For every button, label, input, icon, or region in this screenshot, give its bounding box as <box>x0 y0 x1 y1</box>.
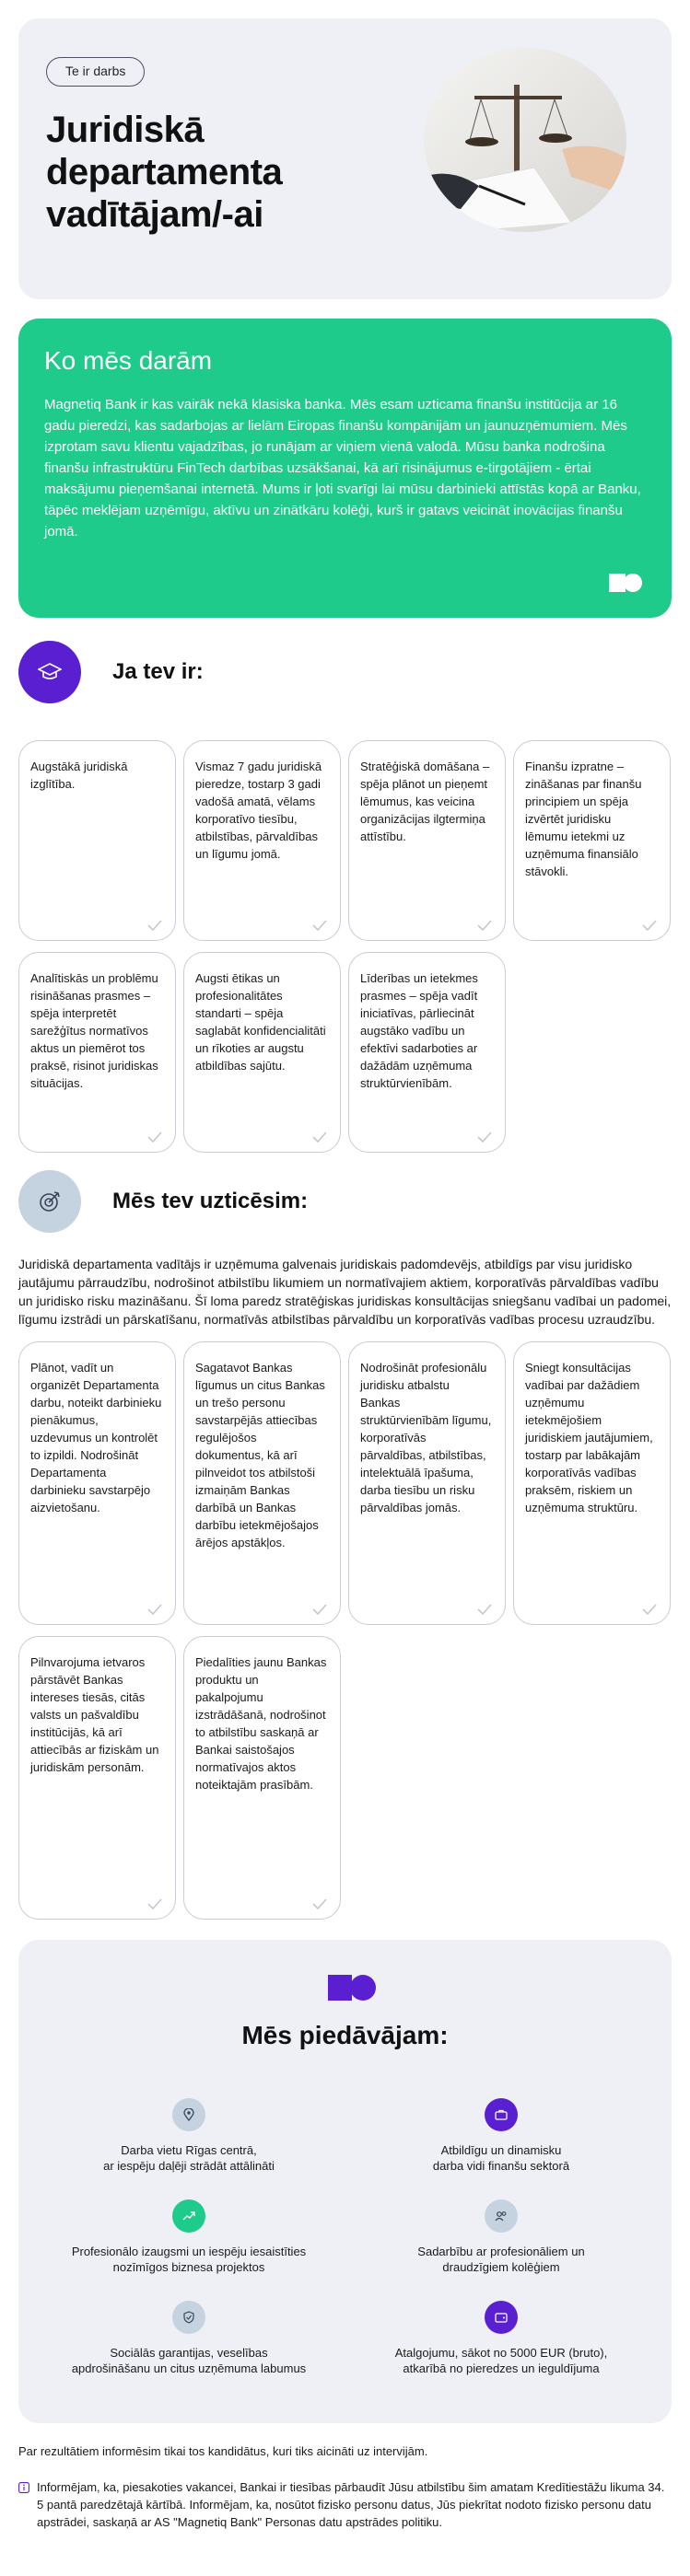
check-icon <box>642 1604 657 1615</box>
requirements-header <box>18 640 672 704</box>
duties-list <box>18 1341 672 1920</box>
requirement-card: Analītiskās un problēmu risināšanas prasmes – spēja interpretēt sarežģītus normatīvos aktus un piemērot tos praksē, risinot juridiskas situācijas. <box>18 952 176 1153</box>
requirements-list <box>18 740 672 1153</box>
privacy-note <box>18 2478 672 2531</box>
page-title: Juridiskā departamenta vadītājam/-ai <box>46 110 283 235</box>
check-icon <box>147 1131 162 1143</box>
check-icon <box>312 920 327 931</box>
job-badge: Te ir darbs <box>46 57 145 87</box>
location-pin-icon <box>172 2098 205 2131</box>
check-icon <box>147 1604 162 1615</box>
duty-card: Pilnvarojuma ietvaros pārstāvēt Bankas intereses tiesās, citās valsts un pašvaldību institūcijās, kā arī attiecībās ar fiziskām un juridiskām personām. <box>18 1636 176 1920</box>
offer-item: Sociālās garantijas, veselības apdrošināšanu un citus uzņēmuma labumus <box>37 2301 341 2376</box>
briefcase-icon <box>485 2098 518 2131</box>
check-icon <box>147 920 162 931</box>
check-icon <box>312 1604 327 1615</box>
check-icon <box>477 1604 492 1615</box>
requirement-card: Augstākā juridiskā izglītība. <box>18 740 176 941</box>
requirement-card: Līderības un ietekmes prasmes – spēja vadīt iniciatīvas, pārliecināt augstāko vadību un efektīvi sadarboties ar dažādām uzņēmuma struktūrvienībām. <box>348 952 506 1153</box>
requirement-card: Augsti ētikas un profesionalitātes standarti – spēja saglabāt konfidencialitāti un rīkoties ar augstu atbildības sajūtu. <box>183 952 341 1153</box>
about-title: Ko mēs darām <box>44 346 213 375</box>
requirement-card: Finanšu izpratne – zināšanas par finanšu principiem un spēja izvērtēt juridisku lēmumu ietekmi uz uzņēmuma finansiālo stāvokli. <box>513 740 671 941</box>
check-icon <box>477 1131 492 1143</box>
duty-card: Sniegt konsultācijas vadībai par dažādiem uzņēmumu ietekmējošiem juridiskiem jautājumiem, tostarp par labākajām korporatīvās vadības praksēm, riskiem un uzņēmuma struktūru. <box>513 1341 671 1625</box>
growth-arrow-icon <box>172 2199 205 2233</box>
check-icon <box>477 920 492 931</box>
magnetiq-logo <box>328 1975 376 2001</box>
offer-item: Profesionālo izaugsmi un iespēju iesaistīties nozīmīgos biznesa projektos <box>37 2199 341 2275</box>
offer-item: Darba vietu Rīgas centrā, ar iespēju daļēji strādāt attālināti <box>37 2098 341 2174</box>
privacy-text: Informējam, ka, piesakoties vakancei, Bankai ir tiesības pārbaudīt Jūsu atbilstību šim amatam Kredītiestāžu likuma 34. 5 pantā paredzētajā kārtībā. Informējam, ka, nosūtot fizisko personu datus, Jūs piekrītat nodoto fizisko personu datu apstrādei, saskaņā ar AS "Magnetiq Bank" Personas datu apstrādes politiku. <box>37 2480 665 2529</box>
hero-image <box>424 48 626 232</box>
requirement-card: Stratēģiskā domāšana – spēja plānot un pieņemt lēmumus, kas veicina organizācijas ilgtermiņa attīstību. <box>348 740 506 941</box>
offer-section <box>18 1940 672 2423</box>
hero-section <box>18 18 672 299</box>
about-text: Magnetiq Bank ir kas vairāk nekā klasiska banka. Mēs esam uzticama finanšu institūcija ar 16 gadu pieredzi, kas sadarbojas ar lielām Eiropas finanšu kompānijām un jaunuzņēmumiem. Mēs izprotam savu klientu vajadzības, jo runājam ar viņiem vienā valodā. Mūsu banka nodrošina finanšu infrastruktūru FinTech darbības uzsākšanai, kā arī risinājumus e-tirgotājiem - ērtai maksājumu pieņemšanai internetā. Mums ir ļoti svarīgi lai mūsu darbinieki attīstās kopā ar Banku, tāpēc meklējam uzņēmīgu, aktīvu un zinātkāru kolēģi, kurš ir gatavs veicināt inovācijas finanšu jomā. <box>44 397 641 540</box>
graduation-cap-icon <box>18 641 81 703</box>
duties-title: Mēs tev uzticēsim: <box>112 1189 309 1213</box>
duties-intro: Juridiskā departamenta vadītājs ir uzņēmuma galvenais juridiskais padomdevējs, atbildīgs par visu juridisko jautājumu pārraudzību, nodrošinot atbilstību likumiem un normatīvajiem aktiem, korporatīvās pārvaldības vadību un juridisko risku mazināšanu. Šī loma paredz stratēģiskas juridiskas konsultācijas sniegšanu vadībai un padomei, līgumu izstrādi un pārskatīšanu, normatīvās atbilstības pārvaldību un korporatīvās vadības procesu uzraudzību. <box>18 1257 672 1327</box>
wallet-icon <box>485 2301 518 2334</box>
check-icon <box>642 920 657 931</box>
duty-card: Plānot, vadīt un organizēt Departamenta darbu, noteikt darbinieku pienākumus, uzdevumus un kontrolēt to izpildi. Nodrošināt Departamenta darbinieku savstarpējo aizvietošanu. <box>18 1341 176 1625</box>
offer-item: Atbildīgu un dinamisku darba vidi finanšu sektorā <box>349 2098 653 2174</box>
offer-title: Mēs piedāvājam: <box>241 2021 449 2049</box>
check-icon <box>312 1131 327 1143</box>
requirement-card: Vismaz 7 gadu juridiskā pieredze, tostarp 3 gadi vadošā amatā, vēlams korporatīvo tiesību, atbilstības, pārvaldības un līgumu jomā. <box>183 740 341 941</box>
shield-icon <box>172 2301 205 2334</box>
results-note: Par rezultātiem informēsim tikai tos kandidātus, kuri tiks aicināti uz intervijām. <box>18 2444 428 2458</box>
check-icon <box>147 1898 162 1909</box>
offer-item: Atalgojumu, sākot no 5000 EUR (bruto), atkarībā no pieredzes un ieguldījuma <box>349 2301 653 2376</box>
duty-card: Nodrošināt profesionālu juridisku atbalstu Bankas struktūrvienībām līgumu, korporatīvās pārvaldības, atbilstības, intelektuālā īpašuma, darba tiesību un risku pārvaldības jomās. <box>348 1341 506 1625</box>
target-icon <box>18 1170 81 1233</box>
magnetiq-logo <box>609 574 642 592</box>
people-icon <box>485 2199 518 2233</box>
offer-item: Sadarbību ar profesionāliem un draudzīgiem kolēģiem <box>349 2199 653 2275</box>
duty-card: Piedalīties jaunu Bankas produktu un pakalpojumu izstrādāšanā, nodrošinot to atbilstību saskaņā ar Bankai saistošajos normatīvajos aktos noteiktajām prasībām. <box>183 1636 341 1920</box>
check-icon <box>312 1898 327 1909</box>
requirements-title: Ja tev ir: <box>112 659 204 684</box>
duties-header <box>18 1169 672 1234</box>
duty-card: Sagatavot Bankas līgumus un citus Bankas un trešo personu savstarpējās attiecības regulējošos dokumentus, kā arī pilnveidot tos atbilstoši izmaiņām Bankas darbībā un Bankas darbību ietekmējošajos ārējos apstākļos. <box>183 1341 341 1625</box>
about-section <box>18 319 672 618</box>
info-icon <box>18 2478 37 2531</box>
